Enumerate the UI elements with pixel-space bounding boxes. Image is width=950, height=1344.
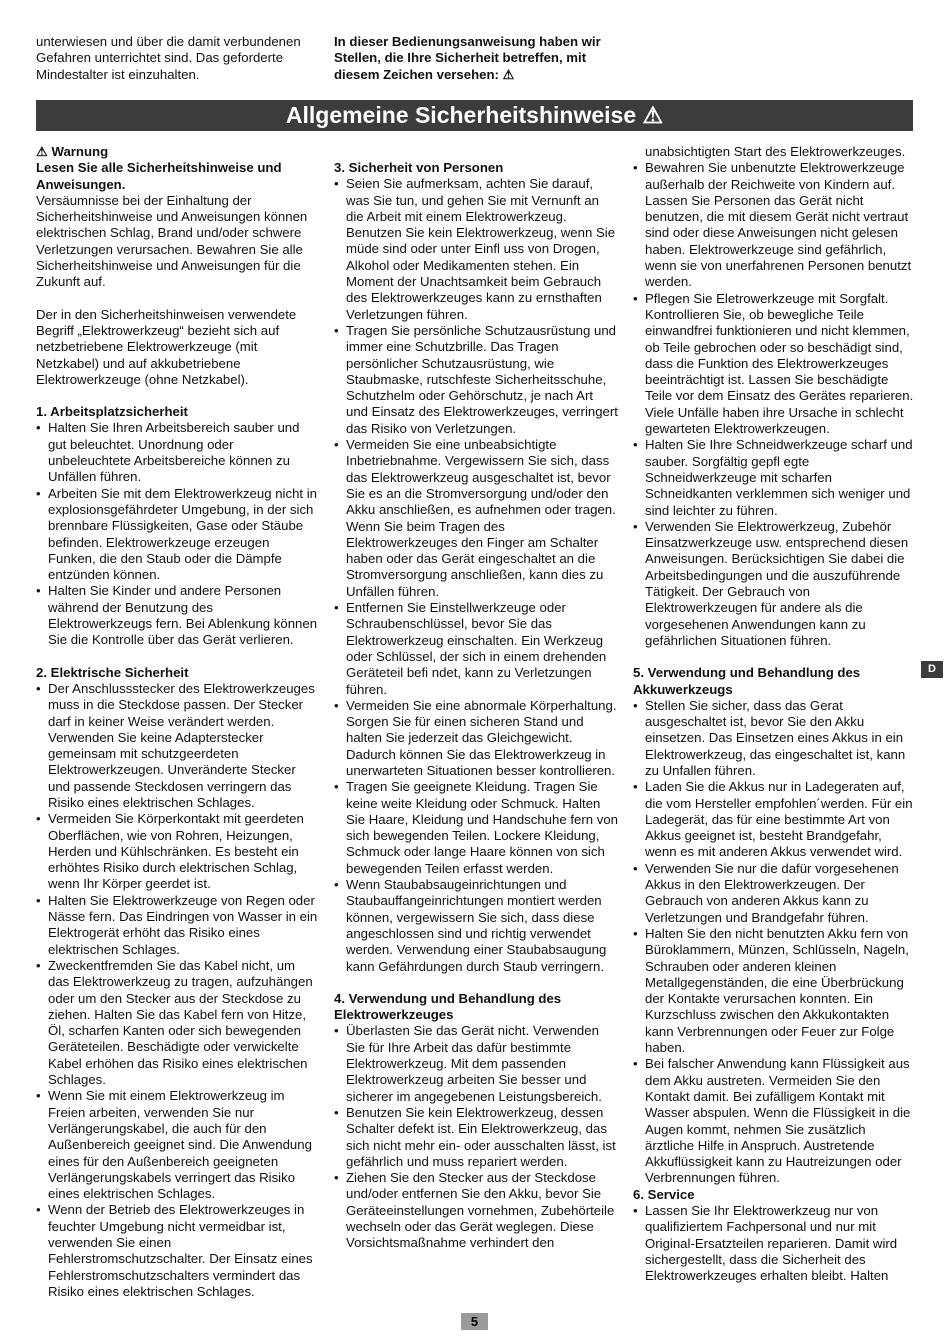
list-item: • Wenn der Betrieb des Elektrowerkzeuges in feuchter Umgebung nicht vermeidbar ist, verwenden Sie einen Fehlerstromschutzschalter. Der Einsatz eines Fehlerstromschutzschalters vermindert das Risiko eines elektrischen Schlages. [36, 1202, 318, 1300]
list-item: • Seien Sie aufmerksam, achten Sie darauf, was Sie tun, und gehen Sie mit Vernunft an die Arbeit mit einem Elektrowerkzeug. Benutzen Sie kein Elektrowerkzeug, wenn Sie müde sind oder unter Einfl uss von Drogen, Alkohol oder Medikamenten stehen. Ein Moment der Unachtsamkeit beim Gebrauch des Elektrowerkzeuges kann zu ernsthaften Verletzungen führen. [334, 176, 618, 323]
section-1-heading: 1. Arbeitsplatzsicherheit [36, 404, 188, 420]
language-tab: D [921, 661, 943, 678]
list-item: • Laden Sie die Akkus nur in Ladegeraten auf, die vom Hersteller empfohlen´werden. Für ein Ladegerät, das für eine bestimmte Art von Akkus geeignet ist, besteht Brandgefahr, wenn es mit anderen Akkus verwendet wird. [633, 779, 915, 860]
section-3-heading: 3. Sicherheit von Personen [334, 160, 504, 175]
list-item: • Tragen Sie persönliche Schutzausrüstung und immer eine Schutzbrille. Das Tragen persönlicher Schutzausrüstung, wie Staubmaske, rutschfeste Sicherheitsschuhe, Schutzhelm oder Gehörschutz, je nach Art und Einsatz des Elektrowerkzeuges, verringert das Risiko von Verletzungen. [334, 323, 618, 437]
page-number: 5 [461, 1313, 488, 1330]
section-6-list [633, 1203, 915, 1284]
warning-paragraph: Versäumnisse bei der Einhaltung der Sicherheitshinweise und Anweisungen können elektrischen Schlag, Brand und/oder schwere Verletzungen verursachen. Bewahren Sie alle Sicherheitshinweise und Anweisungen für die Zukunft auf. [36, 192, 308, 290]
section-4-list-continued [633, 160, 915, 649]
list-item: • Vermeiden Sie eine abnormale Körperhaltung. Sorgen Sie für einen sicheren Stand und halten Sie jederzeit das Gleichgewicht. Dadurch können Sie das Elektrowerkzeug in unerwarteten Situationen besser kontrollieren. [334, 698, 618, 779]
list-item: • Bewahren Sie unbenutzte Elektrowerkzeuge außerhalb der Reichweite von Kindern auf. Lassen Sie Personen das Gerät nicht benutzen, die mit diesem Gerät nicht vertraut sind oder diese Anweisungen nicht gelesen haben. Elektrowerkzeuge sind gefährlich, wenn sie von unerfahrenen Personen benutzt werden. [633, 160, 915, 290]
section-2-list [36, 681, 318, 1300]
list-item: • Halten Sie Ihre Schneidwerkzeuge scharf und sauber. Sorgfältig gepfl egte Schneidwerkzeuge mit scharfen Schneidkanten verklemmen sich weniger und sind leichter zu führen. [633, 437, 915, 518]
list-item: • Pflegen Sie Eletrowerkzeuge mit Sorgfalt. Kontrollieren Sie, ob bewegliche Teile einwandfrei funktionieren und nicht klemmen, ob Teile gebrochen oder so beschädigt sind, dass die Funktion des Elektrowerkzeuges beeinträchtigt ist. Lassen Sie beschädigte Teile vor dem Einsatz des Gerätes reparieren. Viele Unfälle haben ihre Ursache in schlecht gewarteten Elektrowerkzeugen. [633, 291, 915, 438]
column-1 [36, 144, 318, 1300]
list-item: • Wenn Sie mit einem Elektrowerkzeug im Freien arbeiten, verwenden Sie nur Verlängerungskabel, die auch für den Außenbereich geeignet sind. Die Anwendung eines für den Außenbereich geeigneten Verlängerungskabels verringert das Risiko eines elektrischen Schlages. [36, 1088, 318, 1202]
list-item: • Ziehen Sie den Stecker aus der Steckdose und/oder entfernen Sie den Akku, bevor Sie Geräteeinstellungen vornehmen, Zubehörteile wechseln oder das Gerät weglegen. Diese Vorsichtsmaßnahme verhindert den [334, 1170, 618, 1251]
section-3-list [334, 176, 618, 975]
list-item: • Halten Sie den nicht benutzten Akku fern von Büroklammern, Münzen, Schlüsseln, Nageln, Schrauben oder anderen kleinen Metallgegenständen, die eine Überbrückung der Kontakte verursachen konnten. Ein Kurzschluss zwischen den Akkukontakten kann Verbrennungen oder Feuer zur Folge haben. [633, 926, 915, 1056]
list-item: • Vermeiden Sie eine unbeabsichtigte Inbetriebnahme. Vergewissern Sie sich, dass das Elektrowerkzeug ausgeschaltet ist, bevor Sie es an die Stromversorgung und/oder den Akku anschließen, es aufnehmen oder tragen. Wenn Sie beim Tragen des Elektrowerkzeuges den Finger am Schalter haben oder das Gerät eingeschaltet an die Stromversorgung anschließen, kann dies zu Unfällen führen. [334, 437, 618, 600]
list-item: • Arbeiten Sie mit dem Elektrowerkzeug nicht in explosionsgefährdeter Umgebung, in der sich brennbare Flüssigkeiten, Gase oder Stäube befinden. Elektrowerkzeuge erzeugen Funken, die den Staub oder die Dämpfe entzünden können. [36, 486, 318, 584]
warning-heading: ⚠ Warnung [36, 144, 109, 159]
list-item: • Der Anschlussstecker des Elektrowerkzeuges muss in die Steckdose passen. Der Stecker darf in keiner Weise verändert werden. Verwenden Sie keine Adapterstecker gemeinsam mit schutzgeerdeten Elektrowerkzeugen. Unveränderte Stecker und passende Steckdosen verringern das Risiko eines elektrischen Schlages. [36, 681, 318, 811]
list-item: • Vermeiden Sie Körperkontakt mit geerdeten Oberflächen, wie von Rohren, Heizungen, Herden und Kühlschränken. Es besteht ein erhöhtes Risiko durch elektrischen Schlag, wenn Ihr Körper geerdet ist. [36, 811, 318, 892]
list-item: • Lassen Sie Ihr Elektrowerkzeug nur von qualifiziertem Fachpersonal und nur mit Original-Ersatzteilen reparieren. Damit wird sichergestellt, dass die Sicherheit des Elektrowerkzeuges erhalten bleibt. Halten [633, 1203, 915, 1284]
section-4-list [334, 1023, 618, 1251]
definition-paragraph: Der in den Sicherheitshinweisen verwendete Begriff „Elektrowerkzeug“ bezieht sich auf netzbetriebene Elektrowerkzeuge (mit Netzkabel) und auf akkubetriebene Elektrowerkzeuge (ohne Netzkabel). [36, 306, 297, 387]
column-2 [334, 160, 618, 1252]
list-item: • Zweckentfremden Sie das Kabel nicht, um das Elektrowerkzeug zu tragen, aufzuhängen oder um den Stecker aus der Steckdose zu ziehen. Halten Sie das Kabel fern von Hitze, Öl, scharfen Kanten oder sich bewegenden Geräteteilen. Beschädigte oder verwickelte Kabel erhöhen das Risiko eines elektrischen Schlages. [36, 958, 318, 1088]
section-5-list [633, 698, 915, 1187]
section-4-continuation: unabsichtigten Start des Elektrowerkzeuges. [645, 144, 906, 159]
list-item: • Halten Sie Ihren Arbeitsbereich sauber und gut beleuchtet. Unordnung oder unbeleuchtete Arbeitsbereiche können zu Unfällen führen. [36, 420, 318, 485]
list-item: • Benutzen Sie kein Elektrowerkzeug, dessen Schalter defekt ist. Ein Elektrowerkzeug, das sich nicht mehr ein- oder ausschalten lässt, ist gefährlich und muss repariert werden. [334, 1105, 618, 1170]
section-1-list [36, 420, 318, 648]
page-title: Allgemeine Sicherheitshinweise ⚠ [36, 100, 913, 131]
list-item: • Wenn Staubabsaugeinrichtungen und Staubauffangeinrichtungen montiert werden können, vergewissern Sie sich, dass diese angeschlossen sind und richtig verwendet werden. Verwendung einer Staubabsaugung kann Gefährdungen durch Staub verringern. [334, 877, 618, 975]
list-item: • Stellen Sie sicher, dass das Gerat ausgeschaltet ist, bevor Sie den Akku einsetzen. Das Einsetzen eines Akkus in ein Elektrowerkzeug, das eingeschaltet ist, kann zu Unfallen führen. [633, 698, 915, 779]
list-item: • Überlasten Sie das Gerät nicht. Verwenden Sie für Ihre Arbeit das dafür bestimmte Elektrowerkzeug. Mit dem passenden Elektrowerkzeug arbeiten Sie besser und sicherer im angegebenen Leistungsbereich. [334, 1023, 618, 1104]
column-3 [633, 144, 915, 1284]
warning-subheading: Lesen Sie alle Sicherheitshinweise und Anweisungen. [36, 160, 282, 192]
section-2-heading: 2. Elektrische Sicherheit [36, 664, 189, 680]
intro-continuation: unterwiesen und über die damit verbundenen Gefahren unterrichtet sind. Das geforderte Mindestalter ist einzuhalten. [36, 34, 301, 82]
list-item: • Bei falscher Anwendung kann Flüssigkeit aus dem Akku austreten. Vermeiden Sie den Kontakt damit. Bei zufälligem Kontakt mit Wasser abspulen. Wenn die Flüssigkeit in die Augen kommt, nehmen Sie zusätzlich ärztliche Hilfe in Anspruch. Austretende Akkuflüssigkeit kann zu Hautreizungen oder Verbrennungen führen. [633, 1056, 915, 1186]
list-item: • Halten Sie Kinder und andere Personen während der Benutzung des Elektrowerkzeugs fern. Bei Ablenkung können Sie die Kontrolle über das Gerät verlieren. [36, 583, 318, 648]
list-item: • Verwenden Sie nur die dafür vorgesehenen Akkus in den Elektrowerkzeugen. Der Gebrauch von anderen Akkus kann zu Verletzungen und Brandgefahr führen. [633, 861, 915, 926]
list-item: • Verwenden Sie Elektrowerkzeug, Zubehör Einsatzwerkzeuge usw. entsprechend diesen Anweisungen. Berücksichtigen Sie dabei die Arbeitsbedingungen und die auszuführende Tätigkeit. Der Gebrauch von Elektrowerkzeugen für andere als die vorgesehenen Anwendungen kann zu gefährlichen Situationen führen. [633, 519, 915, 649]
list-item: • Entfernen Sie Einstellwerkzeuge oder Schraubenschlüssel, bevor Sie das Elektrowerkzeug einschalten. Ein Werkzeug oder Schlüssel, der sich in einem drehenden Geräteteil befi ndet, kann zu Verletzungen führen. [334, 600, 618, 698]
list-item: • Halten Sie Elektrowerkzeuge von Regen oder Nässe fern. Das Eindringen von Wasser in ein Elektrogerät erhöht das Risiko eines elektrischen Schlages. [36, 893, 318, 958]
section-6-heading: 6. Service [633, 1186, 695, 1202]
list-item: • Tragen Sie geeignete Kleidung. Tragen Sie keine weite Kleidung oder Schmuck. Halten Sie Haare, Kleidung und Handschuhe fern von sich bewegenden Teilen. Lockere Kleidung, Schmuck oder lange Haare können von sich bewegenden Teilen erfasst werden. [334, 779, 618, 877]
section-4-heading: 4. Verwendung und Behandlung des Elektrowerkzeuges [334, 990, 562, 1023]
section-5-heading: 5. Verwendung und Behandlung des Akkuwerkzeugs [633, 665, 861, 697]
safety-symbol-note: In dieser Bedienungsanweisung haben wir Stellen, die Ihre Sicherheit betreffen, mit diesem Zeichen versehen: ⚠ [334, 34, 601, 82]
